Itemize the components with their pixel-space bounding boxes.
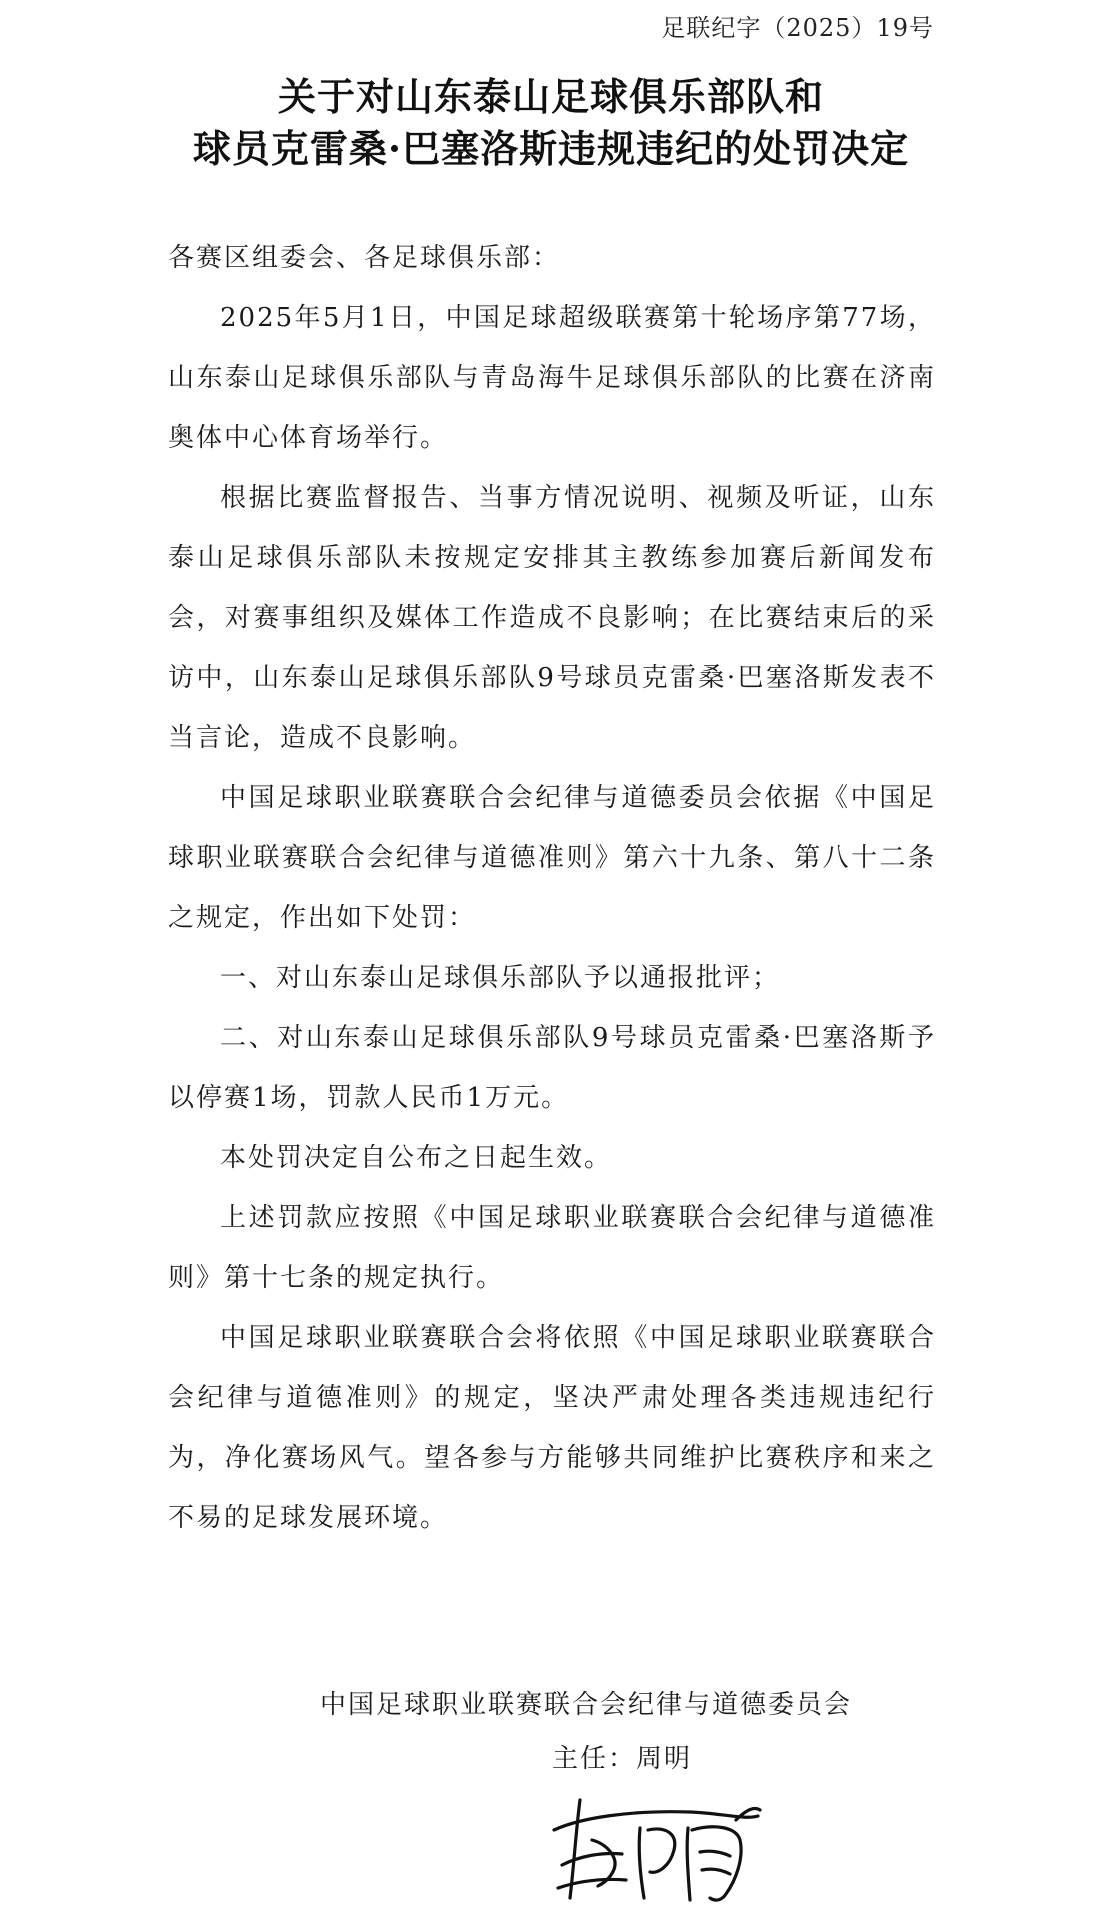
document-title-line-1: 关于对山东泰山足球俱乐部队和: [277, 74, 824, 119]
penalty-item-2: 二、对山东泰山足球俱乐部队9号球员克雷桑·巴塞洛斯予以停赛1场，罚款人民币1万元。: [168, 1023, 936, 1113]
document-title-line-2: 球员克雷桑·巴塞洛斯违规违纪的处罚决定: [192, 126, 910, 171]
document-number: 足联纪字（2025）19号: [661, 14, 934, 42]
paragraph-basis: 中国足球职业联赛联合会纪律与道德委员会依据《中国足球职业联赛联合会纪律与道德准则》第六十九条、第八十二条之规定，作出如下处罚：: [168, 783, 936, 933]
paragraph-closing: 中国足球职业联赛联合会将依照《中国足球职业联赛联合会纪律与道德准则》的规定，坚决严肃处理各类违规违纪行为，净化赛场风气。望各参与方能够共同维护比赛秩序和来之不易的足球发展环境。: [168, 1323, 936, 1533]
director-name: 主任：周明: [552, 1744, 693, 1774]
paragraph-effective: 本处罚决定自公布之日起生效。: [220, 1143, 613, 1173]
issuer-name: 中国足球职业联赛联合会纪律与道德委员会: [320, 1690, 853, 1720]
paragraph-findings: 根据比赛监督报告、当事方情况说明、视频及听证，山东泰山足球俱乐部队未按规定安排其主教练参加赛后新闻发布会，对赛事组织及媒体工作造成不良影响；在比赛结束后的采访中，山东泰山足球俱乐部队9号球员克雷桑·巴塞洛斯发表不当言论，造成不良影响。: [168, 483, 936, 753]
salutation: 各赛区组委会、各足球俱乐部：: [168, 243, 561, 273]
handwritten-signature: [540, 1770, 770, 1910]
paragraph-fine-execution: 上述罚款应按照《中国足球职业联赛联合会纪律与道德准则》第十七条的规定执行。: [168, 1203, 936, 1293]
document-body: [168, 228, 936, 1548]
paragraph-match-info: 2025年5月1日，中国足球超级联赛第十轮场序第77场，山东泰山足球俱乐部队与青岛海牛足球俱乐部队的比赛在济南奥体中心体育场举行。: [168, 303, 936, 453]
penalty-item-1: 一、对山东泰山足球俱乐部队予以通报批评；: [220, 963, 781, 993]
